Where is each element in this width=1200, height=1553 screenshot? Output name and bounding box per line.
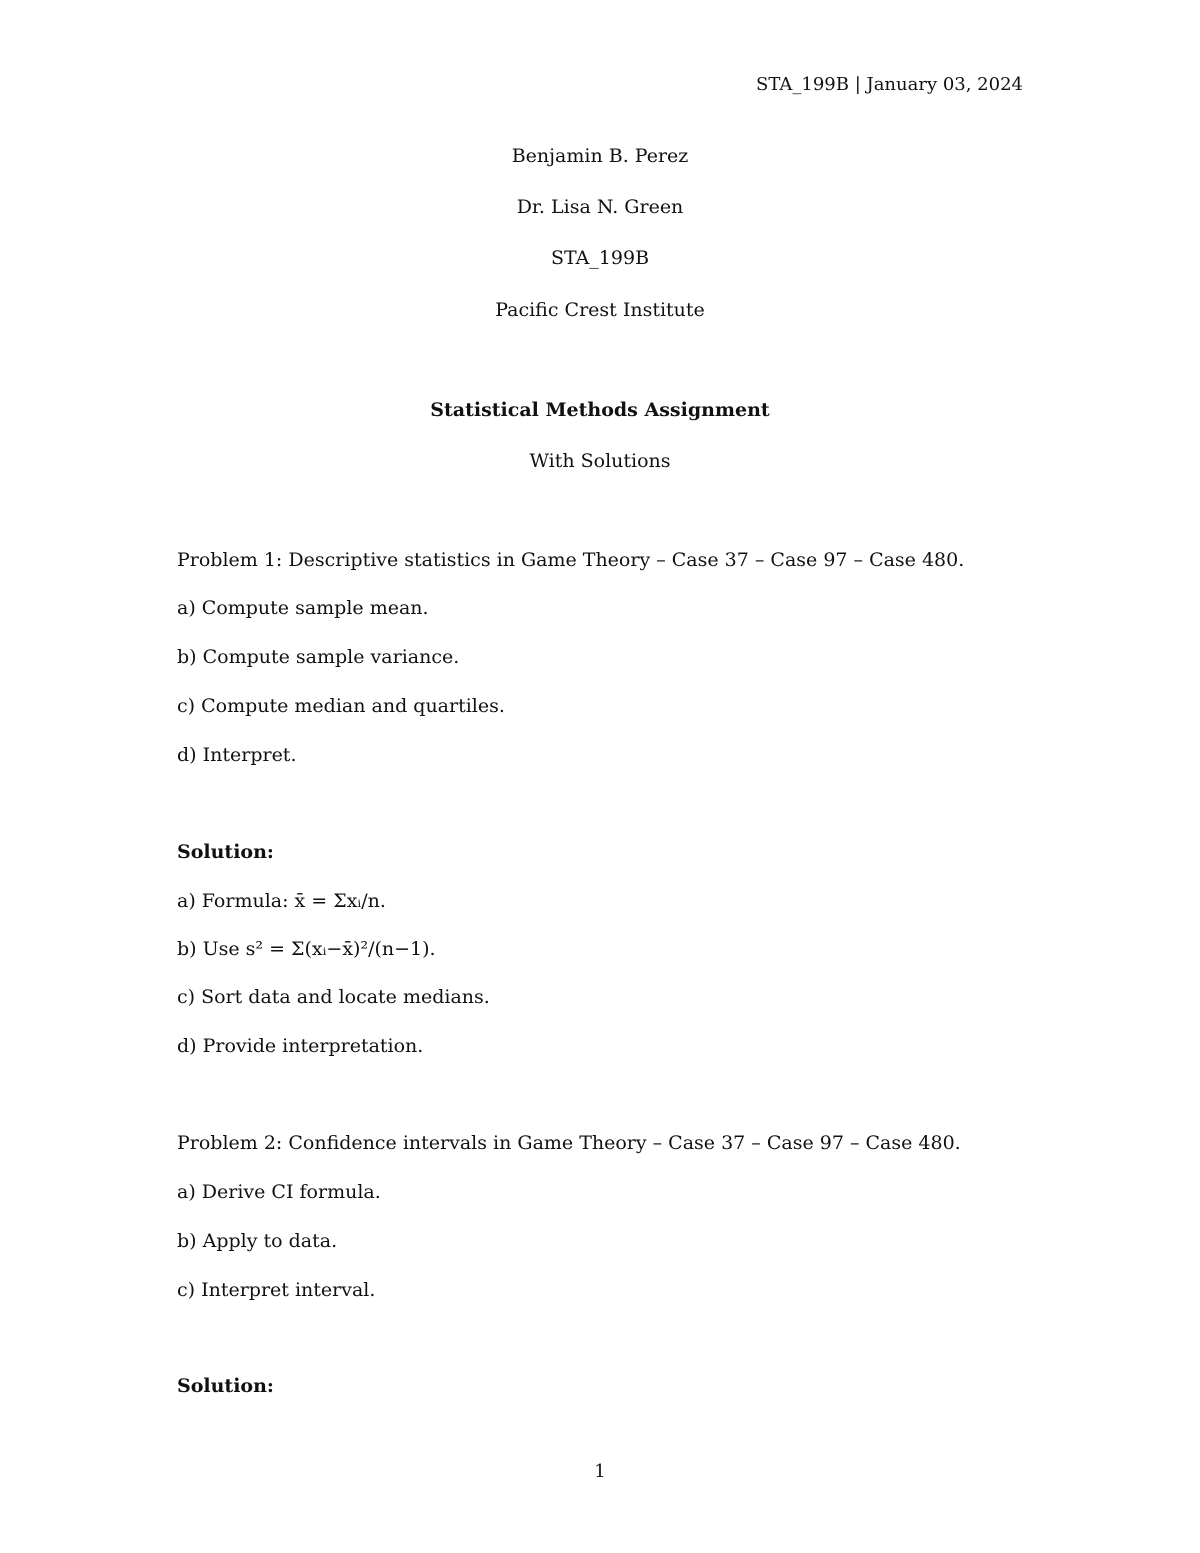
document-title: Statistical Methods Assignment (430, 399, 770, 421)
problem-2-solution-heading: Solution: (177, 1375, 274, 1397)
problem-2-statement: Problem 2: Confidence intervals in Game Theory – Case 37 – Case 97 – Case 480. (177, 1132, 961, 1154)
course-code: STA_199B (550, 247, 650, 269)
institution-name: Pacific Crest Institute (495, 299, 705, 321)
problem-1-statement: Problem 1: Descriptive statistics in Game Theory – Case 37 – Case 97 – Case 480. (177, 549, 965, 571)
page-number: 1 (594, 1461, 606, 1482)
problem-2-part-a: a) Derive CI formula. (177, 1181, 381, 1203)
problem-1-solution-heading: Solution: (177, 841, 274, 863)
problem-2-part-c: c) Interpret interval. (177, 1279, 376, 1301)
student-name: Benjamin B. Perez (511, 145, 689, 167)
instructor-name: Dr. Lisa N. Green (516, 196, 684, 218)
problem-1-solution-a: a) Formula: x̄ = Σxᵢ/n. (177, 890, 386, 912)
problem-1-solution-c: c) Sort data and locate medians. (177, 986, 490, 1008)
problem-1-part-a: a) Compute sample mean. (177, 597, 429, 619)
running-head: STA_199B | January 03, 2024 (756, 74, 1023, 95)
problem-1-part-d: d) Interpret. (177, 744, 297, 766)
problem-1-part-c: c) Compute median and quartiles. (177, 695, 505, 717)
document-subtitle: With Solutions (529, 450, 671, 472)
problem-1-solution-b: b) Use s² = Σ(xᵢ−x̄)²/(n−1). (177, 938, 436, 960)
problem-2-part-b: b) Apply to data. (177, 1230, 338, 1252)
problem-1-solution-d: d) Provide interpretation. (177, 1035, 424, 1057)
problem-1-part-b: b) Compute sample variance. (177, 646, 460, 668)
